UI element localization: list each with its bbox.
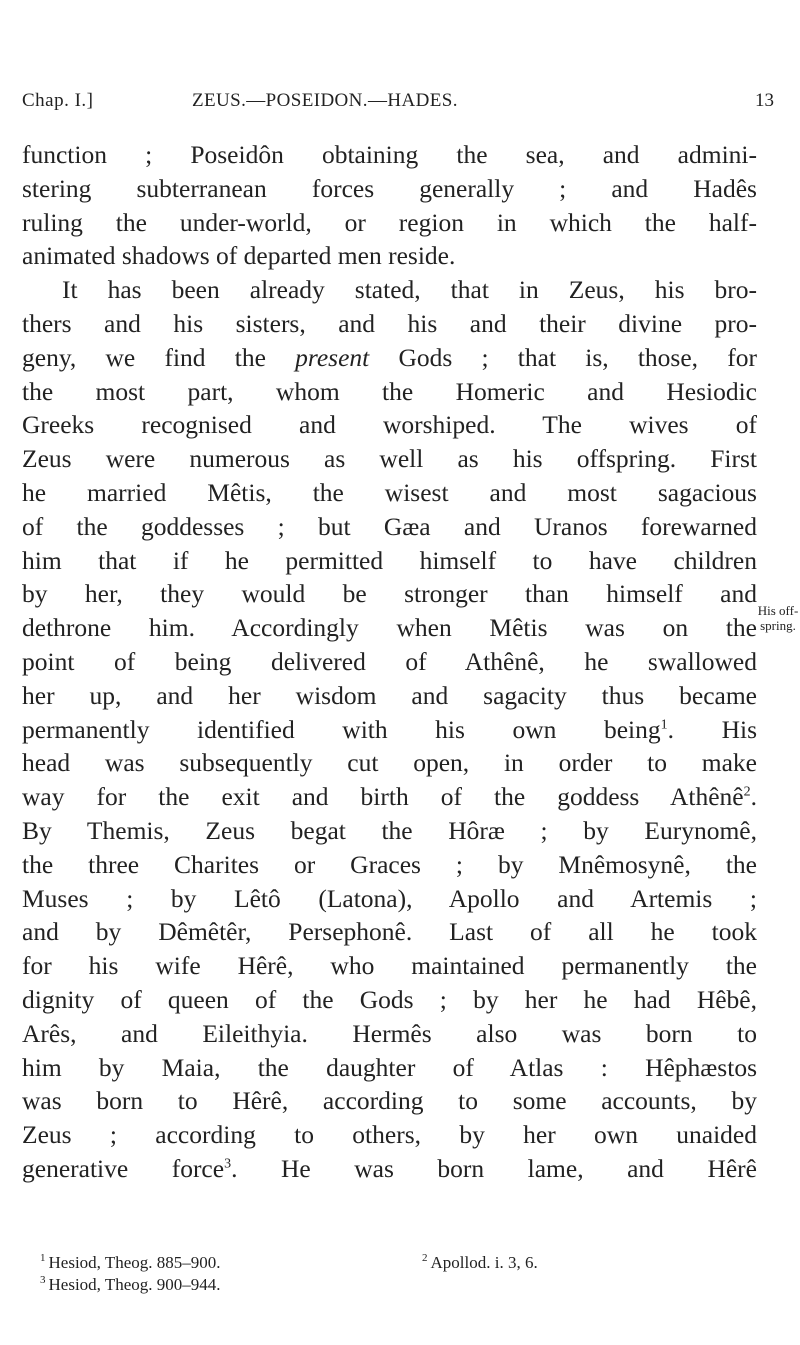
text-line: [22, 544, 757, 578]
margin-note-line: spring.: [760, 618, 796, 633]
text-segment: . His: [667, 714, 757, 744]
text-line: [22, 679, 757, 713]
text-segment: Zeus ; according to others, by her own unaided: [22, 1120, 757, 1150]
text-segment: ruling the under-world, or region in which the half-: [22, 207, 757, 237]
chapter-label: Chap. I.]: [22, 90, 94, 111]
text-line: [22, 611, 757, 645]
text-segment: Zeus were numerous as well as his offspring. First: [22, 444, 757, 474]
text-line: [22, 1118, 757, 1152]
text-segment: Gods ; that is, those, for: [369, 342, 757, 372]
text-line: [22, 882, 757, 916]
text-line: [22, 172, 757, 206]
text-line: [22, 239, 757, 273]
text-line: [22, 746, 757, 780]
footnote: [40, 1274, 221, 1296]
text-line: [22, 273, 757, 307]
text-line: [22, 780, 757, 814]
text-line: [22, 442, 757, 476]
text-segment: head was subsequently cut open, in order to make: [22, 748, 757, 778]
text-line: [22, 510, 757, 544]
text-segment: her up, and her wisdom and sagacity thus became: [22, 680, 757, 710]
running-header: [22, 90, 774, 120]
text-segment: for his wife Hêrê, who maintained permanently the: [22, 951, 757, 981]
text-segment: Arês, and Eileithyia. Hermês also was born to: [22, 1018, 757, 1048]
text-segment: of the goddesses ; but Gæa and Uranos forewarned: [22, 511, 757, 541]
text-segment: geny, we find the: [22, 342, 296, 372]
text-segment: dethrone him. Accordingly when Mêtis was on the: [22, 613, 757, 643]
text-segment: thers and his sisters, and his and their divine pro-: [22, 308, 757, 338]
text-segment: animated shadows of departed men reside.: [22, 241, 456, 271]
text-segment: By Themis, Zeus begat the Hôræ ; by Eurynomê,: [22, 815, 757, 845]
text-line: [22, 307, 757, 341]
text-segment: him that if he permitted himself to have children: [22, 545, 757, 575]
footnote: [422, 1252, 538, 1274]
text-segment: him by Maia, the daughter of Atlas : Hêphæstos: [22, 1052, 757, 1082]
text-segment: It has been already stated, that in Zeus, his bro-: [62, 275, 757, 305]
text-segment: the three Charites or Graces ; by Mnêmosynê, the: [22, 849, 757, 879]
page-number: 13: [755, 90, 774, 111]
footnote: [40, 1252, 221, 1274]
footnotes: [22, 1252, 757, 1296]
text-line: [22, 713, 757, 747]
text-segment: function ; Poseidôn obtaining the sea, and admini-: [22, 140, 757, 169]
text-line: [22, 1152, 757, 1186]
text-segment: Greeks recognised and worshiped. The wives of: [22, 410, 757, 440]
text-segment: and by Dêmêtêr, Persephonê. Last of all he took: [22, 917, 757, 947]
text-line: [22, 476, 757, 510]
text-segment: was born to Hêrê, according to some accounts, by: [22, 1086, 757, 1116]
text-line: [22, 814, 757, 848]
emphasis: present: [295, 342, 370, 372]
text-segment: Muses ; by Lêtô (Latona), Apollo and Artemis ;: [22, 883, 757, 913]
footnote-ref: 1: [660, 717, 668, 733]
footnote-text: Apollod. i. 3, 6.: [430, 1253, 538, 1272]
footnote-ref: 3: [224, 1156, 232, 1172]
text-segment: by her, they would be stronger than himself and: [22, 579, 757, 609]
text-line: [22, 1017, 757, 1051]
text-segment: the most part, whom the Homeric and Hesiodic: [22, 376, 757, 406]
text-segment: way for the exit and birth of the goddess Athênê: [22, 782, 744, 812]
footnote-ref: 2: [743, 784, 751, 800]
running-title: ZEUS.—POSEIDON.—HADES.: [192, 90, 458, 111]
text-line: [22, 577, 757, 611]
text-line: [22, 1051, 757, 1085]
text-line: [22, 375, 757, 409]
text-segment: . He was born lame, and Hêrê: [231, 1153, 757, 1183]
body-text: [22, 138, 757, 1186]
footnote-number: 3: [40, 1274, 46, 1287]
text-line: [22, 206, 757, 240]
text-line: [22, 408, 757, 442]
text-line: [22, 983, 757, 1017]
text-segment: generative force: [22, 1153, 225, 1183]
text-segment: dignity of queen of the Gods ; by her he had Hêbê,: [22, 984, 757, 1014]
footnote-number: 1: [40, 1252, 46, 1265]
text-line: [22, 949, 757, 983]
text-segment: permanently identified with his own being: [22, 714, 661, 744]
footnote-text: Hesiod, Theog. 885–900.: [48, 1253, 221, 1272]
text-line: [22, 915, 757, 949]
footnote-number: 2: [422, 1252, 428, 1265]
text-line: [22, 848, 757, 882]
text-segment: point of being delivered of Athênê, he swallowed: [22, 646, 757, 676]
footnote-text: Hesiod, Theog. 900–944.: [48, 1275, 221, 1294]
text-line: [22, 341, 757, 375]
text-line: [22, 138, 757, 172]
text-segment: .: [750, 782, 757, 812]
text-line: [22, 1084, 757, 1118]
text-line: [22, 645, 757, 679]
text-segment: he married Mêtis, the wisest and most sagacious: [22, 477, 757, 507]
text-segment: stering subterranean forces generally ; and Hadês: [22, 173, 757, 203]
margin-note-line: His off-: [757, 603, 799, 618]
margin-note: [757, 603, 799, 633]
